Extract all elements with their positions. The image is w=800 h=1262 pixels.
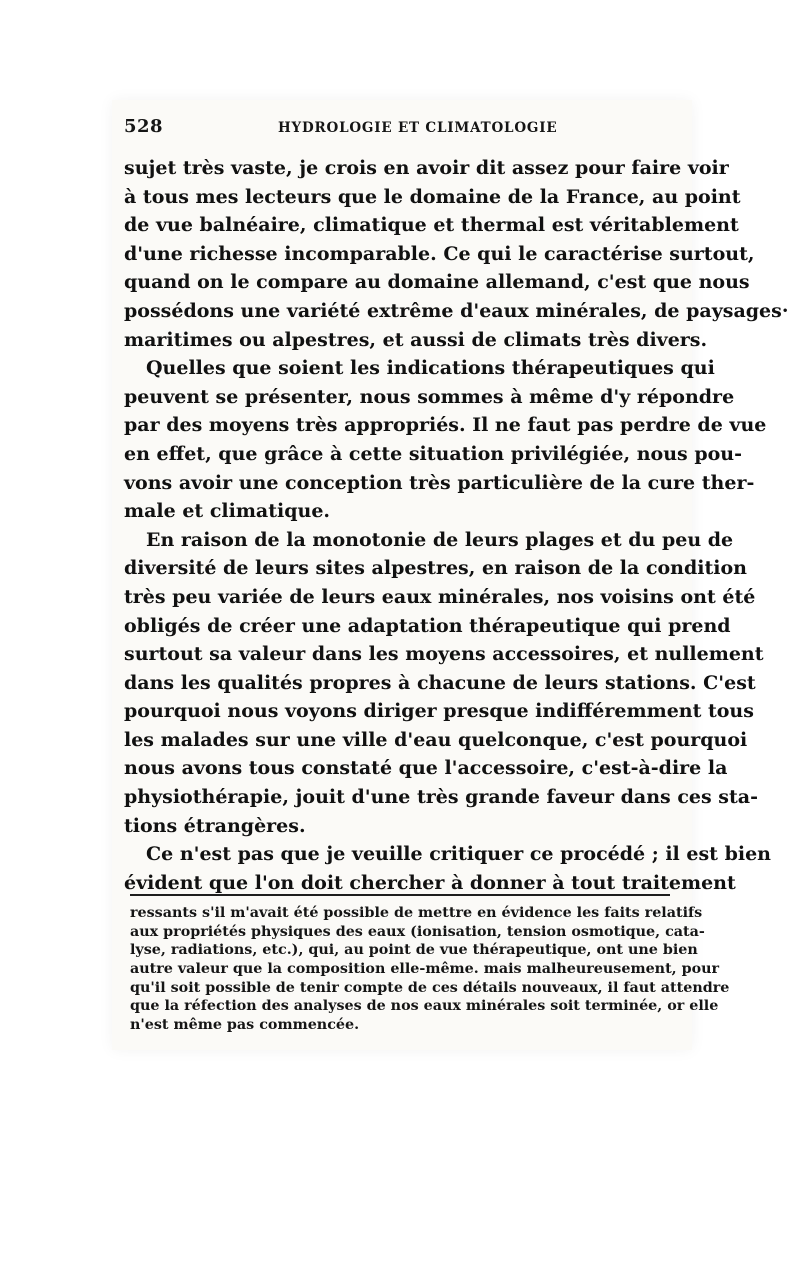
footnote-line: que la réfection des analyses de nos eaux minérales soit terminée, or elle (130, 998, 719, 1015)
text-line: d'une richesse incomparable. Ce qui le caractérise surtout, (124, 242, 755, 265)
text-line: pourquoi nous voyons diriger presque indifféremment tous (124, 700, 754, 723)
text-line: quand on le compare au domaine allemand, c'est que nous (124, 271, 750, 294)
page-number: 528 (124, 116, 164, 137)
running-head: HYDROLOGIE ET CLIMATOLOGIE (278, 120, 558, 136)
page-header (124, 116, 672, 138)
text-line: à tous mes lecteurs que le domaine de la France, au point (124, 185, 741, 208)
text-line: les malades sur une ville d'eau quelconque, c'est pourquoi (124, 728, 748, 751)
footnote-line: ressants s'il m'avait été possible de mettre en évidence les faits relatifs (130, 905, 703, 921)
text-line: évident que l'on doit chercher à donner à tout traitement (124, 871, 736, 894)
text-line: en effet, que grâce à cette situation privilégiée, nous pou- (124, 442, 742, 465)
text-line: dans les qualités propres à chacune de leurs stations. C'est (124, 671, 756, 694)
text-line: de vue balnéaire, climatique et thermal est véritablement (124, 214, 739, 237)
footnote-block (130, 904, 730, 1035)
text-line: sujet très vaste, je crois en avoir dit assez pour faire voir (124, 157, 729, 179)
text-line: tions étrangères. (124, 814, 306, 837)
footnote-line: qu'il soit possible de tenir compte de ces détails nouveaux, il faut attendre (130, 979, 730, 996)
text-line: surtout sa valeur dans les moyens accessoires, et nullement (124, 643, 764, 666)
text-line: En raison de la monotonie de leurs plages et du peu de (146, 528, 734, 551)
footnote-line: n'est même pas commencée. (130, 1017, 360, 1034)
text-line: Ce n'est pas que je veuille critiquer ce procédé ; il est bien (146, 843, 771, 866)
text-line: vons avoir une conception très particulière de la cure ther- (124, 471, 755, 494)
footnote-line: aux propriétés physiques des eaux (ionisation, tension osmotique, cata- (130, 923, 705, 940)
text-line: Quelles que soient les indications thérapeutiques qui (146, 357, 715, 380)
text-line: possédons une variété extrême d'eaux minérales, de paysages· (124, 299, 789, 322)
text-line: maritimes ou alpestres, et aussi de climats très divers. (124, 328, 708, 351)
text-line: male et climatique. (124, 500, 331, 523)
text-line: physiothérapie, jouit d'une très grande faveur dans ces sta- (124, 786, 758, 809)
footnote-line: autre valeur que la composition elle-même. mais malheureusement, pour (130, 961, 720, 978)
footnote-line: lyse, radiations, etc.), qui, au point de vue thérapeutique, ont une bien (130, 942, 698, 959)
text-line: peuvent se présenter, nous sommes à même d'y répondre (124, 385, 735, 408)
text-line: nous avons tous constaté que l'accessoire, c'est-à-dire la (124, 757, 728, 780)
footnote-rule (130, 894, 670, 896)
text-line: obligés de créer une adaptation thérapeutique qui prend (124, 614, 731, 637)
text-line: diversité de leurs sites alpestres, en raison de la condition (124, 557, 747, 580)
main-text-body (124, 154, 789, 897)
text-line: par des moyens très appropriés. Il ne faut pas perdre de vue (124, 414, 767, 437)
text-line: très peu variée de leurs eaux minérales, nos voisins ont été (124, 585, 756, 608)
